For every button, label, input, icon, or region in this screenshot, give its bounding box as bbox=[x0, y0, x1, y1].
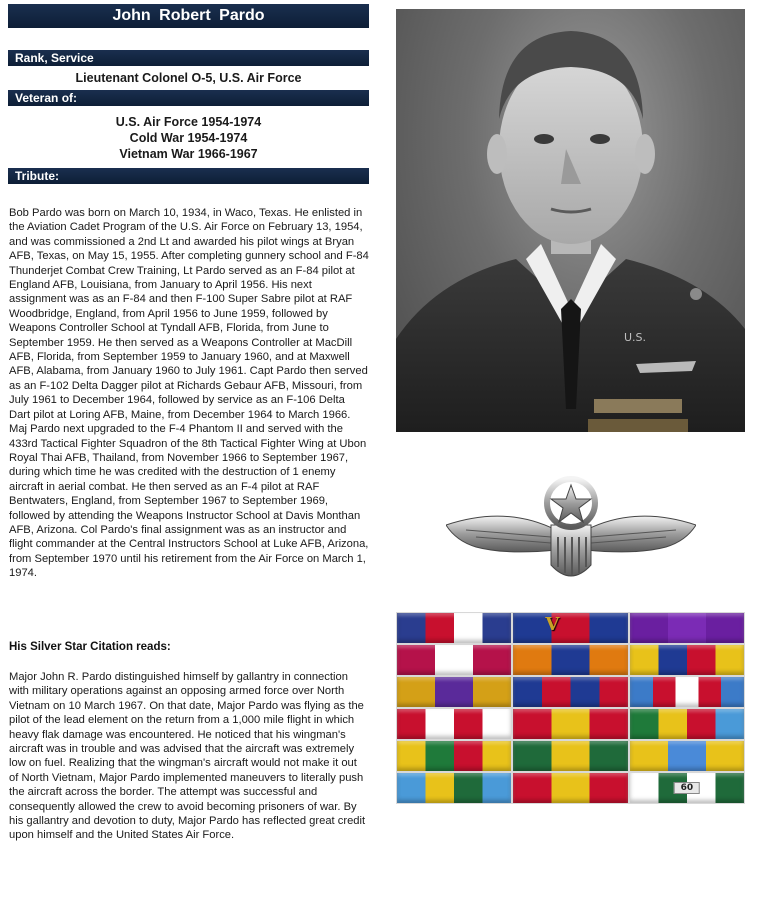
ribbon-rack bbox=[396, 612, 745, 804]
ribbon bbox=[397, 613, 511, 643]
tribute-text: Bob Pardo was born on March 10, 1934, in Waco, Texas. He enlisted in the Aviation Cadet Program of the U.S. Air Force on February 13, 1954, and was commissioned a 2nd Lt and awarded his pilot wings at Bryan AFB, Texas, on May 15, 1955. After completing gunnery school and F-84 Thunderjet Combat Crew Training, Lt Pardo served as an F-84 pilot at England AFB, Louisiana, from January to April 1956. His next assignment was as an F-84 and then F-100 Super Sabre pilot at RAF Woodbridge, England, from April 1956 to June 1959, followed by Weapons Controller School at Tyndall AFB, Florida, from June to September 1959. He then served as a Weapons Controller at MacDill AFB, Florida, from September 1959 to January 1960, and at Maxwell AFB, Alabama, from January 1960 to July 1961. Capt Pardo then served as an F-102 Delta Dagger pilot at Richards Gebaur AFB, Missouri, from July 1961 to December 1964, followed by service as an F-106 Delta Dart pilot at Loring AFB, Maine, from December 1964 to March 1966. Maj Pardo next upgraded to the F-4 Phantom II and served with the 433rd Tactical Fighter Squadron of the 8th Tactical Fighter Wing at Ubon Royal Thai AFB, Thailand, from November 1966 to September 1967, during which time he was credited with the destruction of 1 enemy aircraft in aerial combat. He then served as an F-4 pilot at RAF Bentwaters, England, from September 1967 to September 1969, followed by attending the Weapons Instructor School at Davis Monthan AFB, Arizona. Col Pardo's final assignment was as an instructor and flight commander at the Central Instructors School at Luke AFB, Arizona, from September 1970 until his retirement from the Air Force on March 1, 1974. bbox=[9, 207, 369, 580]
ribbon bbox=[630, 645, 744, 675]
ribbon bbox=[513, 613, 627, 643]
name-title: John Robert Pardo bbox=[8, 4, 369, 28]
veteran-list bbox=[8, 114, 369, 162]
ribbon bbox=[513, 677, 627, 707]
ribbon bbox=[630, 773, 744, 803]
ribbon bbox=[397, 741, 511, 771]
citation-header: His Silver Star Citation reads: bbox=[9, 641, 171, 653]
veteran-item: Vietnam War 1966-1967 bbox=[119, 147, 258, 161]
ribbon bbox=[397, 709, 511, 739]
valor-device: V bbox=[545, 614, 560, 635]
rank-text: Lieutenant Colonel O-5, U.S. Air Force bbox=[75, 71, 302, 85]
ribbon bbox=[513, 709, 627, 739]
ribbon bbox=[513, 645, 627, 675]
portrait-photo bbox=[396, 9, 745, 432]
collar-insignia-text: U.S. bbox=[624, 331, 647, 344]
ribbon bbox=[397, 677, 511, 707]
ribbon bbox=[630, 709, 744, 739]
citation-text: Major John R. Pardo distinguished himself by gallantry in connection with military operations against an opposing armed force over North Vietnam on 10 March 1967. On that date, Major Pardo was flying as the pilot of the lead element on the return from a 1,000 mile flight in which heavy flak damage was encountered. He noticed that his wingman's aircraft was in trouble and was advised that the aircraft was extremely low on fuel. Realizing that the wingman's aircraft would not make it out of North Vietnam, Major Pardo implemented maneuvers to literally push the aircraft across the border. The attempt was successful and consequently allowed the crew to avoid becoming prisoners of war. By his gallantry and devotion to duty, Major Pardo has reflected great credit upon himself and the United States Air Force. bbox=[9, 671, 366, 842]
ribbon bbox=[397, 773, 511, 803]
ribbon bbox=[513, 773, 627, 803]
ribbon bbox=[630, 613, 744, 643]
ribbon bbox=[630, 741, 744, 771]
veteran-header: Veteran of: bbox=[8, 90, 369, 106]
tribute-header: Tribute: bbox=[8, 168, 369, 184]
ribbon bbox=[630, 677, 744, 707]
veteran-item: U.S. Air Force 1954-1974 bbox=[115, 115, 262, 129]
ribbon bbox=[513, 741, 627, 771]
anniversary-device: 60 bbox=[674, 782, 701, 794]
veteran-item: Cold War 1954-1974 bbox=[129, 131, 248, 145]
rank-header: Rank, Service bbox=[8, 50, 369, 66]
portrait-illustration bbox=[396, 9, 745, 432]
command-pilot-wings-icon bbox=[446, 475, 696, 595]
ribbon bbox=[397, 645, 511, 675]
